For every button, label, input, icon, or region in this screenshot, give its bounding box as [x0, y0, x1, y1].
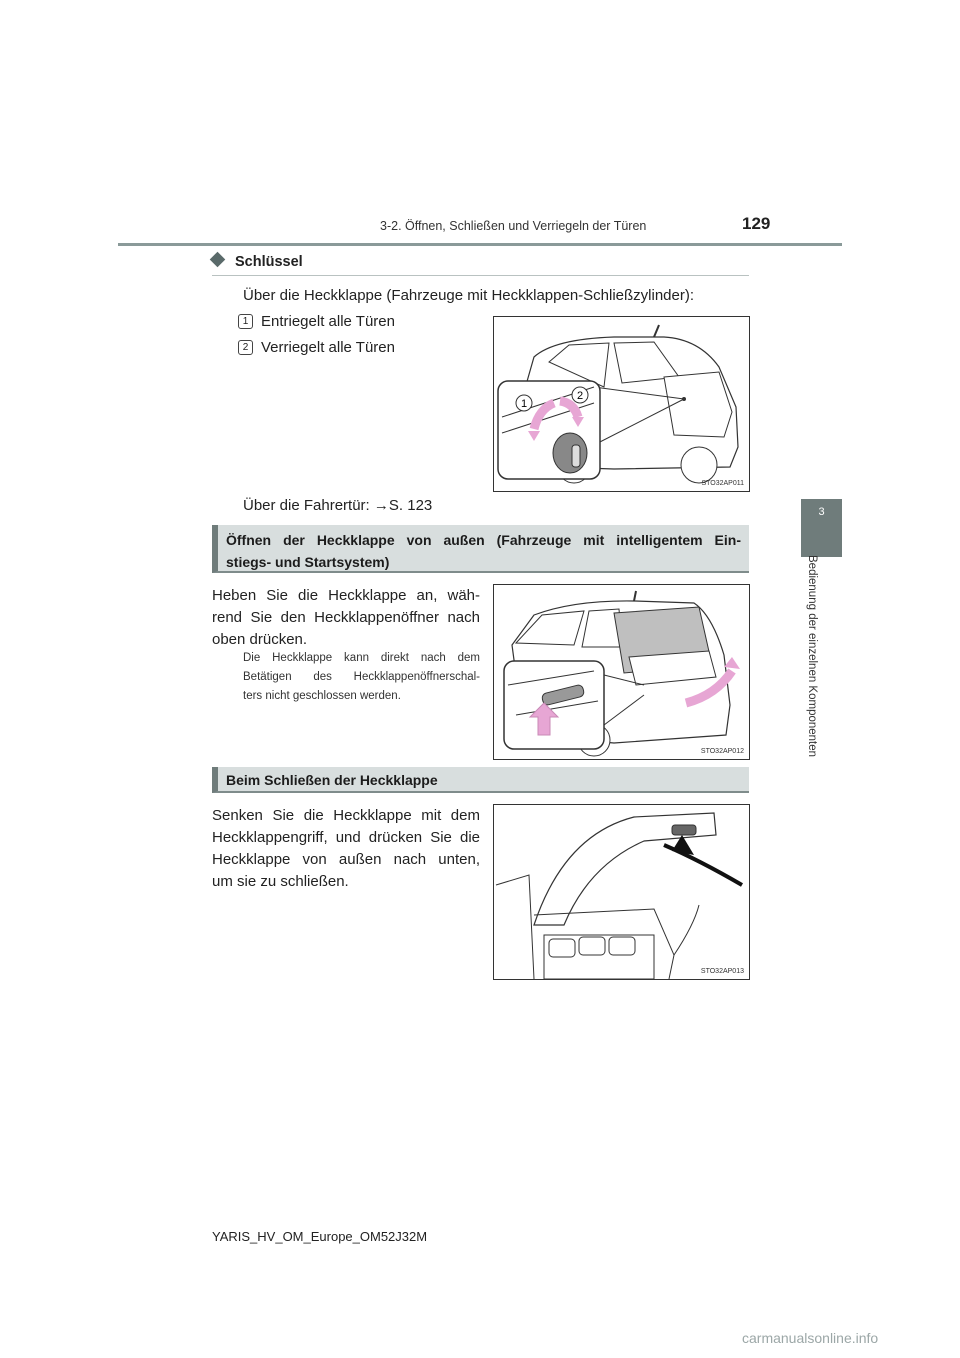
open-note	[243, 649, 480, 706]
step-number-badge: 2	[238, 340, 253, 355]
subsection-rule	[212, 275, 749, 276]
key-item-1	[238, 309, 395, 335]
close-body	[212, 805, 480, 893]
close-body-line: um sie zu schließen.	[212, 873, 349, 890]
running-header-section: 3-2. Öffnen, Schließen und Verriegeln der Türen	[380, 219, 647, 233]
figure-tailgate-opener	[493, 584, 750, 760]
banner-open-line1: Öffnen der Heckklappe von außen (Fahrzeuge mit intelligentem Ein-	[226, 532, 741, 548]
figure-key-cylinder	[493, 316, 750, 492]
figure-code: STO32AP012	[700, 748, 744, 755]
close-body-line: Senken Sie die Heckklappe mit dem	[212, 807, 480, 824]
callout-2: 2	[576, 390, 584, 402]
close-body-line: Heckklappengriff, und drücken Sie die	[212, 829, 480, 846]
banner-open-line2: stiegs- und Startsystem)	[226, 554, 390, 570]
key-item-text: Verriegelt alle Türen	[261, 339, 395, 356]
diamond-bullet-icon	[210, 252, 226, 268]
header-rule	[118, 243, 842, 246]
step-number-badge: 1	[238, 314, 253, 329]
open-body	[212, 585, 480, 651]
chapter-tab	[801, 499, 842, 557]
chapter-title: Bedienung der einzelnen Komponenten	[806, 555, 818, 758]
key-intro: Über die Heckklappe (Fahrzeuge mit Heckklappen-Schließzylinder):	[243, 287, 695, 304]
page-number: 129	[742, 214, 771, 233]
key-item-2	[238, 335, 395, 361]
chapter-side-label	[760, 555, 860, 855]
chapter-number: 3	[818, 506, 825, 518]
driver-door-reference: Über die Fahrertür: →S. 123	[243, 497, 433, 514]
open-note-line: Betätigen des Heckklappenöffnerschal-	[243, 671, 480, 683]
callout-1: 1	[520, 398, 528, 410]
open-body-line: Heben Sie die Heckklappe an, wäh-	[212, 587, 480, 604]
subsection-heading	[212, 254, 303, 270]
document-id-footer: YARIS_HV_OM_Europe_OM52J32M	[212, 1229, 428, 1244]
open-body-line: rend Sie den Heckklappenöffner nach	[212, 609, 480, 626]
open-note-line: ters nicht geschlossen werden.	[243, 690, 401, 702]
figure-code: STO32AP013	[700, 968, 744, 975]
car-rear-key-illustration	[494, 317, 749, 491]
watermark: carmanualsonline.info	[742, 1330, 879, 1346]
open-tailgate-illustration	[494, 805, 749, 979]
figure-closing-tailgate	[493, 804, 750, 980]
key-item-text: Entriegelt alle Türen	[261, 313, 395, 330]
subsection-heading-text: Schlüssel	[235, 254, 303, 270]
figure-code: STO32AP011	[701, 480, 744, 487]
section-banner-open	[212, 525, 749, 573]
tailgate-opener-illustration	[494, 585, 749, 759]
close-body-line: Heckklappe von außen nach unten,	[212, 851, 480, 868]
open-note-line: Die Heckklappe kann direkt nach dem	[243, 652, 480, 664]
section-banner-close: Beim Schließen der Heckklappe	[212, 767, 749, 793]
open-body-line: oben drücken.	[212, 631, 308, 648]
